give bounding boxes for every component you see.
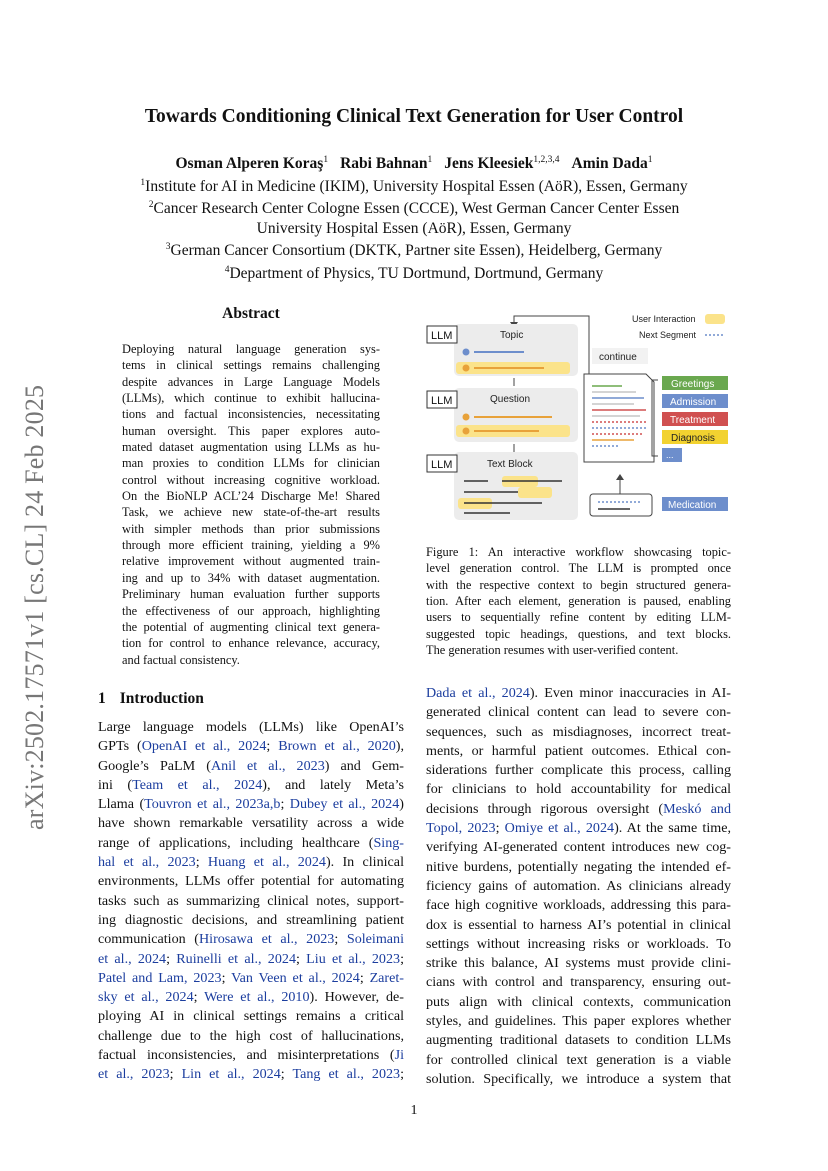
text-line: Llama (Touvron et al., 2023a,b; Dubey et al., 2024) (98, 796, 404, 813)
llm-label-2: LLM (431, 395, 453, 407)
textblock-label: Text Block (487, 459, 533, 470)
question-dot (463, 414, 470, 421)
citation-link[interactable]: Patel and Lam, 2023 (98, 969, 222, 986)
caption-line: Figure 1: An interactive workflow showcasing topic- (426, 545, 731, 559)
citation-link[interactable]: Ji (394, 1047, 404, 1064)
text-line: settings without increasing risks or workloads. To (426, 935, 731, 952)
document-icon (584, 374, 654, 462)
tag-diagnosis-label: Diagnosis (671, 433, 715, 444)
author-name: Jens Kleesiek$^{1,2,3,4}$ (444, 155, 560, 173)
affiliation-line: $^4$Department of Physics, TU Dortmund, Dortmund, Germany (224, 264, 604, 282)
figure-1 (424, 306, 734, 528)
citation-link[interactable]: Ruinelli et al., 2024 (176, 950, 296, 967)
tag-treatment-label: Treatment (670, 415, 716, 426)
figure-caption (426, 544, 731, 658)
abstract-line: the potential of augmenting clinical text genera- (122, 619, 380, 634)
caption-line: The generation resumes with user-verified content. (426, 643, 679, 658)
abstract-body (122, 341, 380, 668)
llm-label: LLM (431, 330, 453, 342)
text-line: sky et al., 2024; Were et al., 2010). However, de- (98, 989, 404, 1006)
legend-user-label: User Interaction (632, 314, 696, 324)
text-line: decisions through rigorous oversight (Meskó and (426, 800, 731, 817)
text-line: environments, LLMs offer potential for automating (98, 873, 404, 890)
citation-link[interactable]: Dada et al., 2024 (426, 685, 530, 701)
page-number: 1 (410, 1103, 418, 1118)
text-line: ploying AI in clinical settings remains a critical (98, 1008, 404, 1025)
citation-link[interactable]: et al., 2023 (98, 1066, 170, 1083)
abstract-line: Deploying natural language generation sys- (122, 342, 380, 356)
text-line: communication (Hirosawa et al., 2023; Soleimani (98, 931, 405, 948)
text-line: for controlled clinical text generation is a viable (426, 1051, 731, 1068)
abstract-line: ing and up to 34% with dataset augmentation. (122, 570, 380, 585)
text-line: siderations further complicate this process, calling (426, 762, 731, 779)
text-line: Patel and Lam, 2023; Van Veen et al., 2024; Zaret- (98, 969, 404, 986)
citation-link[interactable]: OpenAI et al., 2024 (141, 738, 267, 755)
text-line: ficiency gains of automation. As clinicians already (426, 877, 731, 894)
text-line: ing diagnostic decisions, and streamlining patient (98, 911, 404, 928)
section-number: 1 (98, 690, 106, 707)
abstract-line: tions and factual inconsistencies, necessitating (122, 407, 380, 422)
abstract-line: and factual consistency. (122, 652, 240, 667)
text-line: solution. Specifically, we introduce a system that (426, 1070, 731, 1087)
citation-link[interactable]: et al., 2024 (98, 950, 167, 967)
llm-label-3: LLM (431, 459, 453, 471)
text-line: have shown remarkable versatility across a wide (98, 815, 404, 832)
author-name: Osman Alperen Koraş$^1$ (175, 155, 329, 173)
abstract-line: the effectiveness of our approach, highlighting (122, 603, 380, 618)
text-line: et al., 2023; Lin et al., 2024; Tang et al., 2023; (98, 1066, 405, 1083)
abstract-line: (LLMs), which continue to exhibit hallucina- (122, 391, 380, 406)
citation-link[interactable]: Van Veen et al., 2024 (231, 969, 360, 986)
abstract-line: control without increasing cognitive workload. (122, 472, 380, 487)
text-line: ini (Team et al., 2024), and lately Meta’s (98, 776, 404, 793)
citation-link[interactable]: Brown et al., 2020 (278, 738, 396, 755)
text-line: range of applications, including healthcare (Sing- (98, 834, 404, 851)
author-names (0, 151, 828, 174)
section-title: Introduction (119, 690, 204, 707)
citation-link[interactable]: Touvron et al., 2023a,b (144, 796, 281, 813)
tag-admission-label: Admission (670, 397, 717, 408)
question-dot-2 (463, 428, 470, 435)
abstract-line: Task, we achieve new state-of-the-art results (122, 505, 380, 520)
caption-line: tion. After each element, generation is paused, enabling (426, 594, 731, 609)
citation-link[interactable]: Team et al., 2024 (132, 776, 263, 793)
abstract-line: despite advances in Large Language Models (122, 374, 380, 389)
abstract-line: Preliminary human evaluation further supports (122, 587, 380, 602)
citation-link[interactable]: Soleimani (346, 931, 405, 948)
citation-link[interactable]: Topol, 2023 (426, 820, 496, 837)
text-line: hal et al., 2023; Huang et al., 2024). In clinical (98, 854, 404, 871)
legend-next-label: Next Segment (639, 330, 697, 340)
affiliation-line: $^3$German Cancer Consortium (DKTK, Partner site Essen), Heidelberg, Germany (165, 242, 663, 260)
text-line: Google’s PaLM (Anil et al., 2023) and Gem- (98, 757, 404, 774)
abstract-line: with simpler methods than prior submissions (122, 521, 380, 536)
up-arrowhead (616, 474, 624, 480)
continue-label: continue (599, 352, 637, 363)
question-label: Question (490, 394, 531, 405)
arxiv-stamp: arXiv:2502.17571v1 [cs.CL] 24 Feb 2025 (20, 384, 49, 830)
citation-link[interactable]: Lin et al., 2024 (181, 1066, 281, 1083)
text-line: nitive burdens, potentially negating the intended ef- (426, 858, 731, 875)
result-card (590, 494, 652, 516)
citation-link[interactable]: Huang et al., 2024 (207, 854, 326, 871)
affiliation-line: University Hospital Essen (AöR), Essen, Germany (256, 219, 572, 237)
citation-link[interactable]: Dubey et al., 2024 (289, 796, 400, 813)
affiliations (0, 174, 828, 284)
text-line: dox is essential to harness AI’s potential in clinical (426, 916, 731, 933)
legend-user-swatch (705, 314, 725, 324)
text-line: sequences, such as misdiagnoses, incorrect treat- (426, 723, 731, 740)
abstract-line: man proxies to condition LLMs for clinician (122, 456, 380, 471)
text-line: puts align with clinical contexts, communication (426, 993, 731, 1010)
abstract-line: mated dataset augmentation using LLMs as hu- (122, 440, 380, 455)
caption-line: suggested topic headings, questions, and text blocks. (426, 626, 731, 641)
affiliation-line: $^2$Cancer Research Center Cologne Essen (CCCE), West German Cancer Center Essen (148, 200, 680, 218)
abstract-line: tion for control to enhance relevance, accuracy, (122, 636, 380, 651)
text-line: augmenting traditional datasets to condition LLMs (426, 1032, 731, 1049)
citation-link[interactable]: hal et al., 2023 (98, 854, 196, 871)
citation-link[interactable]: Sing- (373, 834, 404, 851)
text-line: for clinicians to hold accountability for medical (426, 781, 731, 798)
abstract-line: tems in clinical settings remains challenging (122, 358, 380, 373)
topic-dot-2 (463, 365, 470, 372)
text-line: generated clinical content can lead to severe con- (426, 704, 731, 721)
text-line: strike this balance, AI systems must provide clini- (426, 955, 731, 972)
text-line: verifying AI-generated content introduces new cog- (426, 839, 731, 856)
section-heading (98, 690, 204, 708)
text-line: challenge due to the high cost of hallucinations, (98, 1027, 404, 1044)
abstract-line: human oversight. This paper explores auto- (122, 423, 380, 438)
tag-greetings-label: Greetings (671, 379, 715, 390)
citation-link[interactable]: Zaret- (369, 969, 404, 986)
text-line: GPTs (OpenAI et al., 2024; Brown et al., 2020), (98, 738, 405, 755)
text-line: tasks such as summarizing clinical notes, support- (98, 892, 404, 909)
text-line: Large language models (LLMs) like OpenAI’s (98, 719, 404, 735)
citation-link[interactable]: Tang et al., 2023 (292, 1066, 401, 1083)
abstract-line: On the BioNLP ACL’24 Discharge Me! Shared (122, 489, 380, 504)
citation-link[interactable]: Meskó and (663, 800, 731, 817)
author-block (0, 151, 828, 283)
text-line: styles, and guidelines. This paper explores whether (426, 1013, 731, 1030)
left-column-text (98, 718, 404, 1085)
caption-line: with the respective context to begin structured genera- (426, 577, 731, 592)
text-line: factual inconsistencies, and misinterpretations (Ji (98, 1047, 404, 1064)
text-line: face high cognitive workloads, addressing this para- (426, 897, 731, 914)
caption-line: level generation control. The LLM is prompted once (426, 561, 731, 576)
author-name: Rabi Bahnan$^1$ (340, 155, 433, 173)
text-line: Dada et al., 2024). Even minor inaccuracies in AI- (426, 685, 731, 701)
text-line: Topol, 2023; Omiye et al., 2024). At the same time, (426, 820, 731, 837)
text-line: ments, or harmful patient outcomes. Ethical con- (426, 742, 731, 759)
tag-medication-label: Medication (668, 500, 717, 511)
topic-label: Topic (500, 330, 524, 341)
citation-link[interactable]: Liu et al., 2023 (306, 950, 401, 967)
text-line: cians with control and transparency, ensuring out- (426, 974, 731, 991)
affiliation-line: $^1$Institute for AI in Medicine (IKIM), University Hospital Essen (AöR), Essen, Germany (140, 177, 688, 195)
tag-more-label: ... (666, 450, 674, 460)
citation-link[interactable]: sky et al., 2024 (98, 989, 194, 1006)
author-name: Amin Dada$^1$ (571, 155, 653, 173)
citation-link[interactable]: Omiye et al., 2024 (504, 820, 615, 837)
right-column-text (426, 684, 731, 1089)
topic-dot (463, 349, 470, 356)
paper-title: Towards Conditioning Clinical Text Generation for User Control (144, 106, 684, 127)
abstract-line: through more efficient training, yielding a 9% (122, 538, 380, 553)
citation-link[interactable]: Anil et al., 2023 (210, 757, 325, 774)
abstract-line: relative improvement without augmented train- (122, 554, 380, 569)
caption-line: users to sequentially refine content by editing LLM- (426, 610, 731, 625)
citation-link[interactable]: Hirosawa et al., 2023 (198, 931, 335, 948)
text-line: et al., 2024; Ruinelli et al., 2024; Liu et al., 2023; (98, 950, 404, 967)
citation-link[interactable]: Were et al., 2010 (204, 989, 310, 1006)
abstract-heading: Abstract (222, 305, 280, 322)
tb-highlight-2 (518, 487, 552, 498)
